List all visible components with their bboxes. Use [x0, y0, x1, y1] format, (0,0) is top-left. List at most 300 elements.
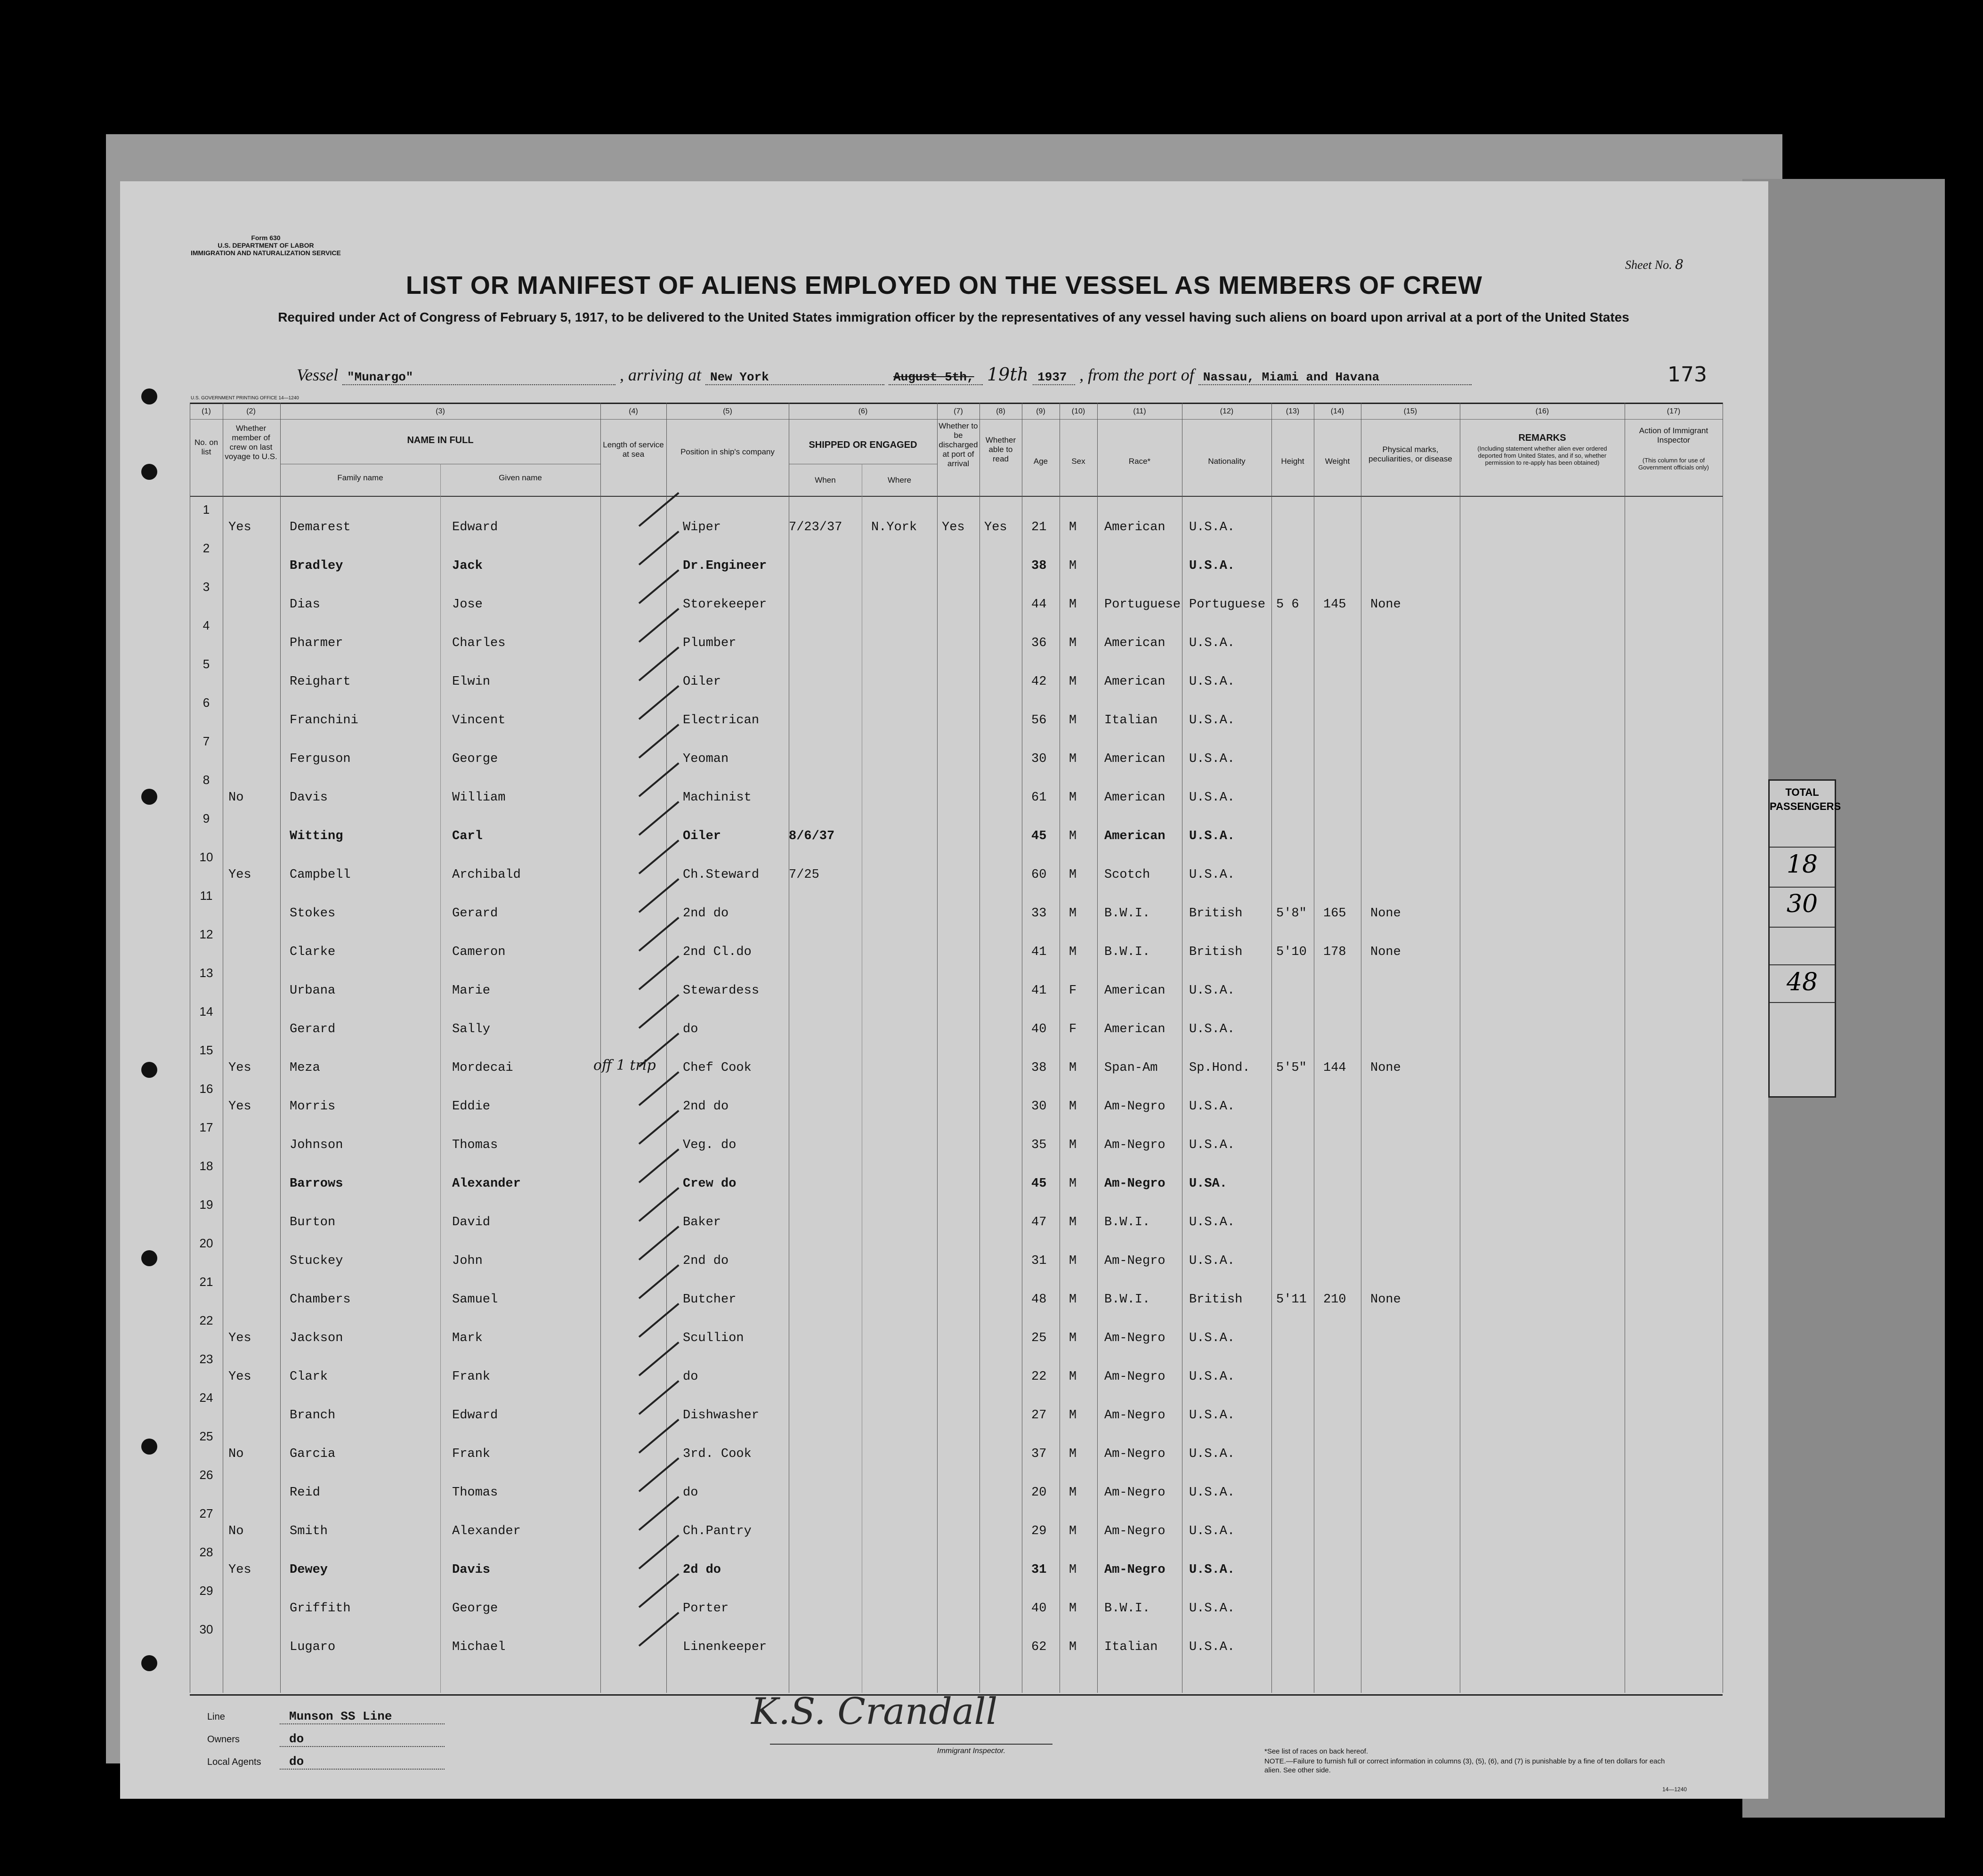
age: 48 [1031, 1293, 1047, 1307]
previous-voyage: Yes [228, 1563, 251, 1577]
physical-marks: None [1370, 598, 1401, 612]
header-sex: Sex [1071, 457, 1085, 466]
nationality: U.S.A. [1189, 1447, 1235, 1461]
table-row [120, 1197, 1768, 1243]
given-name: Marie [452, 984, 491, 998]
nationality: U.S.A. [1189, 791, 1235, 805]
given-name: Jose [452, 598, 483, 612]
header-where: Where [887, 476, 912, 485]
discharged: Yes [942, 520, 965, 534]
family-name: Griffith [290, 1601, 351, 1616]
departure-ports: Nassau, Miami and Havana [1198, 370, 1472, 385]
age: 31 [1031, 1563, 1047, 1577]
previous-voyage: Yes [228, 1061, 251, 1075]
sex: M [1069, 945, 1077, 959]
binder-hole [141, 388, 157, 404]
previous-voyage: Yes [228, 868, 251, 882]
nationality: British [1189, 945, 1243, 959]
col-num-16: (16) [1535, 407, 1549, 415]
height: 5'10 [1276, 945, 1307, 959]
header-age: Age [1033, 457, 1048, 466]
sex: M [1069, 1640, 1077, 1654]
line-field [207, 1709, 445, 1724]
row-number: 23 [199, 1352, 213, 1366]
page-number: 173 [1667, 363, 1707, 387]
col-num-17: (17) [1667, 407, 1681, 415]
owners-value: do [280, 1732, 445, 1747]
nationality: British [1189, 906, 1243, 921]
race: American [1104, 984, 1166, 998]
position: 2d do [683, 1563, 721, 1577]
header-given-name: Given name [499, 473, 542, 482]
total-passengers-tab [1768, 779, 1841, 1098]
sex: M [1069, 1601, 1077, 1616]
sex: M [1069, 1293, 1077, 1307]
table-row [120, 850, 1768, 895]
total-value-1: 18 [1786, 850, 1818, 879]
nationality: U.S.A. [1189, 1408, 1235, 1423]
row-number: 10 [199, 850, 213, 864]
shipped-when: 8/6/37 [789, 829, 835, 843]
race: B.W.I. [1104, 945, 1150, 959]
family-name: Campbell [290, 868, 351, 882]
position: 2nd Cl.do [683, 945, 752, 959]
sex: F [1069, 1022, 1077, 1036]
family-name: Reighart [290, 675, 351, 689]
position: 2nd do [683, 1254, 729, 1268]
family-name: Lugaro [290, 1640, 336, 1654]
family-name: Morris [290, 1100, 336, 1114]
nationality: U.S.A. [1189, 752, 1235, 766]
sex: M [1069, 1408, 1077, 1423]
sex: M [1069, 1177, 1077, 1191]
position: Linenkeeper [683, 1640, 767, 1654]
race: Am-Negro [1104, 1100, 1166, 1114]
family-name: Clarke [290, 945, 336, 959]
sex: M [1069, 520, 1077, 534]
race: B.W.I. [1104, 906, 1150, 921]
row-number: 16 [199, 1082, 213, 1096]
vessel-label: Vessel [297, 365, 338, 384]
row-number: 28 [199, 1545, 213, 1559]
row-number: 19 [199, 1197, 213, 1212]
given-name: Gerard [452, 906, 498, 921]
col-num-11: (11) [1133, 407, 1146, 415]
agents-field [207, 1755, 445, 1770]
height: 5'5" [1276, 1061, 1307, 1075]
sex: M [1069, 1215, 1077, 1229]
given-name: Elwin [452, 675, 491, 689]
table-row [120, 502, 1768, 548]
shipped-when: 7/25 [789, 868, 819, 882]
col-num-10: (10) [1071, 407, 1085, 415]
col-num-5: (5) [723, 407, 732, 415]
race: Span-Am [1104, 1061, 1158, 1075]
given-name: Mark [452, 1331, 483, 1345]
age: 25 [1031, 1331, 1047, 1345]
age: 45 [1031, 829, 1047, 843]
line-value: Munson SS Line [280, 1709, 445, 1724]
nationality: U.S.A. [1189, 1022, 1235, 1036]
col-num-3: (3) [436, 407, 445, 415]
row-number: 2 [202, 541, 210, 555]
age: 61 [1031, 791, 1047, 805]
position: Electrican [683, 713, 760, 728]
table-row [120, 773, 1768, 818]
row-number: 3 [202, 580, 210, 594]
table-row [120, 1043, 1768, 1088]
family-name: Garcia [290, 1447, 336, 1461]
race: Italian [1104, 1640, 1158, 1654]
row-number: 4 [202, 618, 210, 632]
given-name: Sally [452, 1022, 491, 1036]
sex: M [1069, 868, 1077, 882]
handwritten-note-row-15: off 1 trip [593, 1057, 656, 1074]
age: 36 [1031, 636, 1047, 650]
sex: M [1069, 829, 1077, 843]
race: Am-Negro [1104, 1370, 1166, 1384]
col-num-13: (13) [1286, 407, 1300, 415]
row-number: 7 [202, 734, 210, 748]
nationality: U.S.A. [1189, 1486, 1235, 1500]
position: Oiler [683, 829, 721, 843]
table-row [120, 1236, 1768, 1281]
row-number: 18 [199, 1159, 213, 1173]
sex: M [1069, 1100, 1077, 1114]
height: 5'11 [1276, 1293, 1307, 1307]
row-number: 20 [199, 1236, 213, 1250]
table-row [120, 1275, 1768, 1320]
nationality: U.S.A. [1189, 675, 1235, 689]
from-label: , from the port of [1079, 365, 1194, 384]
sex: M [1069, 1138, 1077, 1152]
race: Am-Negro [1104, 1447, 1166, 1461]
col-num-14: (14) [1330, 407, 1344, 415]
row-number: 6 [202, 695, 210, 710]
given-name: George [452, 752, 498, 766]
sex: F [1069, 984, 1077, 998]
inspector-signature: K.S. Crandall [751, 1690, 998, 1733]
physical-marks: None [1370, 945, 1401, 959]
given-name: David [452, 1215, 491, 1229]
given-name: Michael [452, 1640, 506, 1654]
nationality: U.S.A. [1189, 1640, 1235, 1654]
sheet-number-value: 8 [1675, 257, 1684, 272]
sex: M [1069, 1524, 1077, 1538]
family-name: Johnson [290, 1138, 343, 1152]
race: Am-Negro [1104, 1138, 1166, 1152]
age: 31 [1031, 1254, 1047, 1268]
row-number: 1 [202, 502, 210, 517]
position: 3rd. Cook [683, 1447, 752, 1461]
family-name: Ferguson [290, 752, 351, 766]
nationality: U.S.A. [1189, 868, 1235, 882]
agents-value: do [280, 1755, 445, 1770]
family-name: Meza [290, 1061, 320, 1075]
age: 21 [1031, 520, 1047, 534]
age: 38 [1031, 559, 1047, 573]
age: 33 [1031, 906, 1047, 921]
race: American [1104, 791, 1166, 805]
shipped-where: N.York [871, 520, 917, 534]
table-row [120, 1120, 1768, 1165]
family-name: Dewey [290, 1563, 328, 1577]
table-row [120, 1391, 1768, 1436]
weight: 178 [1323, 945, 1346, 959]
sheet-label: Sheet No. [1625, 258, 1672, 272]
given-name: Alexander [452, 1177, 521, 1191]
position: Scullion [683, 1331, 744, 1345]
family-name: Jackson [290, 1331, 343, 1345]
row-number: 17 [199, 1120, 213, 1134]
header-height: Height [1281, 457, 1304, 466]
nationality: Portuguese [1189, 598, 1266, 612]
position: Chef Cook [683, 1061, 752, 1075]
header-length-of-service: Length of service at sea [603, 440, 664, 459]
position: Ch.Pantry [683, 1524, 752, 1538]
row-number: 27 [199, 1506, 213, 1520]
position: do [683, 1370, 698, 1384]
age: 29 [1031, 1524, 1047, 1538]
sex: M [1069, 1370, 1077, 1384]
nationality: U.S.A. [1189, 520, 1235, 534]
family-name: Stuckey [290, 1254, 343, 1268]
family-name: Stokes [290, 906, 336, 921]
header-able-to-read: Whether able to read [985, 436, 1016, 463]
line-label: Line [207, 1712, 225, 1722]
header-shipped-or-engaged: SHIPPED OR ENGAGED [809, 440, 917, 450]
table-row [120, 1584, 1768, 1629]
race: American [1104, 1022, 1166, 1036]
age: 37 [1031, 1447, 1047, 1461]
family-name: Branch [290, 1408, 336, 1423]
previous-voyage: No [228, 1447, 244, 1461]
position: Dishwasher [683, 1408, 760, 1423]
row-number: 5 [202, 657, 210, 671]
given-name: Edward [452, 1408, 498, 1423]
form-code: 14—1240 [1662, 1786, 1687, 1793]
nationality: U.S.A. [1189, 829, 1235, 843]
row-number: 22 [199, 1313, 213, 1327]
family-name: Demarest [290, 520, 351, 534]
position: Oiler [683, 675, 721, 689]
sex: M [1069, 636, 1077, 650]
shipped-when: 7/23/37 [789, 520, 842, 534]
position: Storekeeper [683, 598, 767, 612]
arrival-year: 1937 [1033, 370, 1075, 385]
agents-label: Local Agents [207, 1757, 261, 1767]
family-name: Urbana [290, 984, 336, 998]
age: 30 [1031, 752, 1047, 766]
service-name: IMMIGRATION AND NATURALIZATION SERVICE [191, 249, 341, 257]
arriving-label: , arriving at [619, 365, 701, 384]
header-race: Race* [1128, 457, 1151, 466]
physical-marks: None [1370, 1293, 1401, 1307]
position: Wiper [683, 520, 721, 534]
row-number: 8 [202, 773, 210, 787]
sex: M [1069, 1563, 1077, 1577]
position: Stewardess [683, 984, 760, 998]
race: Am-Negro [1104, 1408, 1166, 1423]
table-row [120, 1468, 1768, 1513]
family-name: Dias [290, 598, 320, 612]
race: Italian [1104, 713, 1158, 728]
header-family-name: Family name [337, 473, 383, 482]
nationality: U.S.A. [1189, 636, 1235, 650]
given-name: Charles [452, 636, 506, 650]
table-row [120, 1082, 1768, 1127]
given-name: Thomas [452, 1138, 498, 1152]
form-number: Form 630 [251, 234, 281, 242]
position: Machinist [683, 791, 752, 805]
table-row [120, 541, 1768, 586]
sex: M [1069, 559, 1077, 573]
age: 42 [1031, 675, 1047, 689]
age: 20 [1031, 1486, 1047, 1500]
family-name: Pharmer [290, 636, 343, 650]
age: 22 [1031, 1370, 1047, 1384]
header-no-on-list: No. on list [194, 438, 219, 456]
arrival-date-printed: August 5th, [889, 370, 983, 385]
department-name: U.S. DEPARTMENT OF LABOR [218, 242, 314, 249]
table-row [120, 927, 1768, 972]
age: 30 [1031, 1100, 1047, 1114]
given-name: Alexander [452, 1524, 521, 1538]
header-when: When [815, 476, 836, 485]
sex: M [1069, 1447, 1077, 1461]
family-name: Burton [290, 1215, 336, 1229]
arrival-date-handwritten: 19th [987, 364, 1029, 385]
position: Crew do [683, 1177, 737, 1191]
col-num-4: (4) [629, 407, 638, 415]
nationality: U.S.A. [1189, 1601, 1235, 1616]
arrival-port: New York [705, 370, 884, 385]
row-number: 11 [200, 889, 213, 903]
age: 27 [1031, 1408, 1047, 1423]
header-previous-voyage: Whether member of crew on last voyage to U.S. [225, 424, 277, 461]
header-inspector-action: Action of Immigrant Inspector [1639, 426, 1708, 445]
race: Am-Negro [1104, 1331, 1166, 1345]
family-name: Reid [290, 1486, 320, 1500]
race: Am-Negro [1104, 1254, 1166, 1268]
given-name: Eddie [452, 1100, 491, 1114]
race: American [1104, 675, 1166, 689]
previous-voyage: Yes [228, 1331, 251, 1345]
race: American [1104, 520, 1166, 534]
row-number: 13 [199, 966, 213, 980]
given-name: Edward [452, 520, 498, 534]
sex: M [1069, 752, 1077, 766]
table-row [120, 1159, 1768, 1204]
age: 41 [1031, 984, 1047, 998]
race: Portuguese [1104, 598, 1181, 612]
race: B.W.I. [1104, 1215, 1150, 1229]
previous-voyage: No [228, 791, 244, 805]
page-title: LIST OR MANIFEST OF ALIENS EMPLOYED ON THE VESSEL AS MEMBERS OF CREW [405, 271, 1483, 299]
given-name: Archibald [452, 868, 521, 882]
col-num-9: (9) [1036, 407, 1045, 415]
sex: M [1069, 791, 1077, 805]
age: 44 [1031, 598, 1047, 612]
previous-voyage: Yes [228, 1370, 251, 1384]
nationality: U.S.A. [1189, 984, 1235, 998]
family-name: Chambers [290, 1293, 351, 1307]
vessel-name: "Munargo" [342, 370, 615, 385]
age: 40 [1031, 1022, 1047, 1036]
race: American [1104, 829, 1166, 843]
weight: 145 [1323, 598, 1346, 612]
col-num-15: (15) [1403, 407, 1417, 415]
given-name: Thomas [452, 1486, 498, 1500]
race: Am-Negro [1104, 1524, 1166, 1538]
age: 38 [1031, 1061, 1047, 1075]
table-row [120, 966, 1768, 1011]
family-name: Smith [290, 1524, 328, 1538]
row-number: 26 [199, 1468, 213, 1482]
row-number: 21 [199, 1275, 213, 1289]
table-row [120, 618, 1768, 663]
family-name: Franchini [290, 713, 358, 728]
family-name: Gerard [290, 1022, 336, 1036]
row-number: 30 [199, 1622, 213, 1636]
table-row [120, 811, 1768, 857]
family-name: Barrows [290, 1177, 343, 1191]
previous-voyage: Yes [228, 1100, 251, 1114]
position: Porter [683, 1601, 729, 1616]
weight: 210 [1323, 1293, 1346, 1307]
owners-label: Owners [207, 1734, 240, 1745]
position: Baker [683, 1215, 721, 1229]
penalty-note: NOTE.—Failure to furnish full or correct information in columns (3), (5), (6), and (7) is punishable by a fine of ten dollars for each alien. See other side. [1264, 1757, 1665, 1774]
nationality: U.S.A. [1189, 559, 1235, 573]
physical-marks: None [1370, 906, 1401, 921]
position: do [683, 1486, 698, 1500]
position: do [683, 1022, 698, 1036]
nationality: U.S.A. [1189, 1331, 1235, 1345]
table-row [120, 734, 1768, 779]
table-row [120, 1004, 1768, 1050]
age: 45 [1031, 1177, 1047, 1191]
inspector-label: Immigrant Inspector. [937, 1747, 1006, 1755]
nationality: U.SA. [1189, 1177, 1228, 1191]
position: Yeoman [683, 752, 729, 766]
header-discharged: Whether to be discharged at port of arrival [939, 421, 978, 468]
table-row [120, 889, 1768, 934]
header-name-in-full: NAME IN FULL [407, 435, 474, 445]
table-row [120, 1313, 1768, 1358]
header-weight: Weight [1325, 457, 1350, 466]
header-remarks-note: (Including statement whether alien ever ordered deported from United States, and if so, whether permission to re-apply has been obtained) [1477, 445, 1607, 466]
family-name: Davis [290, 791, 328, 805]
form-identifier [191, 234, 341, 257]
page-subtitle: Required under Act of Congress of February 5, 1917, to be delivered to the United States immigration officer by the representatives of any vessel having such aliens on board upon arrival at a port of the United States [278, 310, 1629, 324]
race: Am-Negro [1104, 1177, 1166, 1191]
given-name: Frank [452, 1447, 491, 1461]
given-name: Carl [452, 829, 483, 843]
given-name: Samuel [452, 1293, 498, 1307]
row-number: 25 [199, 1429, 213, 1443]
header-physical-marks: Physical marks, peculiarities, or disease [1368, 445, 1452, 463]
total-value-sum: 48 [1786, 968, 1818, 996]
col-num-8: (8) [996, 407, 1005, 415]
nationality: U.S.A. [1189, 1100, 1235, 1114]
table-row [120, 695, 1768, 741]
given-name: John [452, 1254, 483, 1268]
given-name: Davis [452, 1563, 491, 1577]
able-to-read: Yes [984, 520, 1007, 534]
col-num-12: (12) [1220, 407, 1234, 415]
age: 60 [1031, 868, 1047, 882]
